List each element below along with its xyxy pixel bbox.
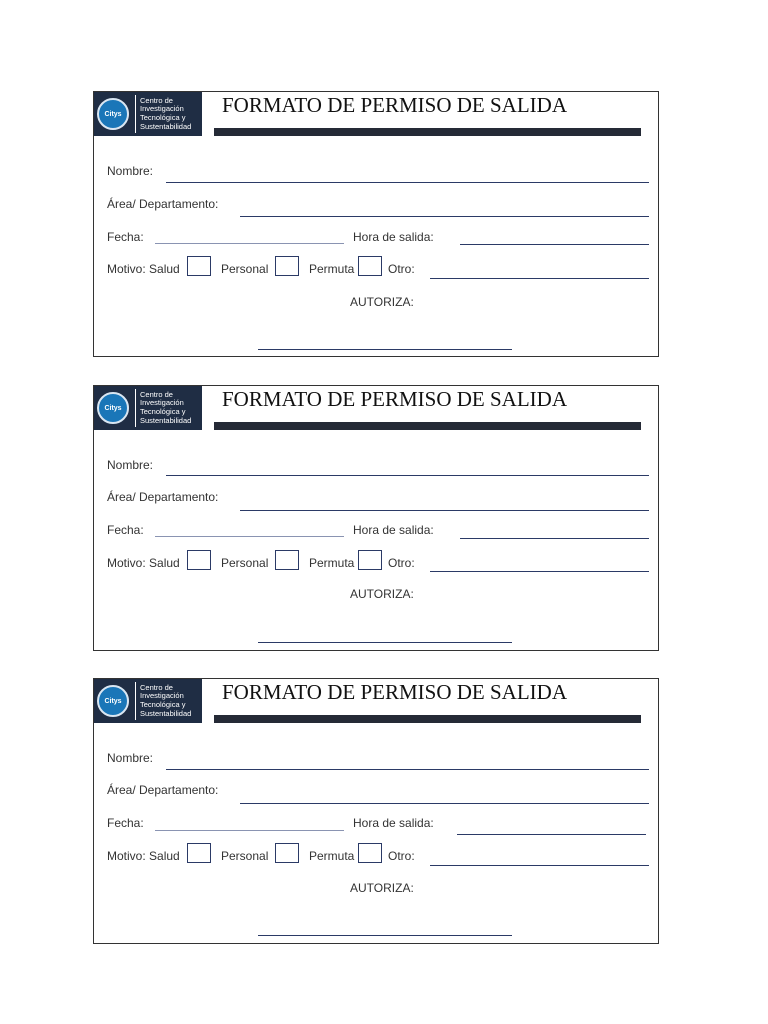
area-field[interactable]: [240, 510, 649, 511]
form-title: FORMATO DE PERMISO DE SALIDA: [222, 680, 567, 704]
nombre-label: Nombre:: [107, 751, 154, 765]
logo-badge-text: Citys: [104, 697, 122, 705]
autoriza-label: AUTORIZA:: [350, 295, 414, 309]
logo-line: Sustentabilidad: [140, 121, 192, 131]
hora-label: Hora de salida:: [353, 523, 434, 537]
logo-badge-text: Citys: [104, 404, 122, 412]
personal-label: Personal: [221, 849, 269, 863]
logo-text: [140, 97, 191, 131]
otro-label: Otro:: [388, 556, 415, 570]
logo-line: Centro de: [140, 389, 173, 399]
hora-label: Hora de salida:: [353, 230, 434, 244]
hora-field[interactable]: [460, 244, 649, 245]
logo-divider: [135, 682, 136, 720]
lightbulb-icon: [97, 392, 129, 424]
otro-label: Otro:: [388, 849, 415, 863]
logo-divider: [135, 389, 136, 427]
personal-label: Personal: [221, 556, 269, 570]
permuta-label: Permuta: [309, 262, 355, 276]
area-label: Área/ Departamento:: [107, 490, 219, 504]
permission-form-1: [93, 91, 659, 357]
otro-field[interactable]: [430, 278, 649, 279]
personal-checkbox[interactable]: [275, 843, 299, 863]
salud-checkbox[interactable]: [187, 550, 211, 570]
logo-line: Centro de: [140, 682, 173, 692]
logo-line: Centro de: [140, 95, 173, 105]
personal-label: Personal: [221, 262, 269, 276]
logo-line: Tecnológica y: [140, 407, 186, 416]
title-underline-bar: [214, 715, 641, 723]
signature-line[interactable]: [258, 349, 512, 350]
permuta-checkbox[interactable]: [358, 256, 382, 276]
permuta-checkbox[interactable]: [358, 550, 382, 570]
signature-line[interactable]: [258, 935, 512, 936]
form-title: FORMATO DE PERMISO DE SALIDA: [222, 93, 567, 117]
logo-badge-text: Citys: [104, 110, 122, 118]
fecha-label: Fecha:: [107, 816, 144, 830]
logo-text: [140, 684, 191, 718]
title-underline-bar: [214, 422, 641, 430]
otro-label: Otro:: [388, 262, 415, 276]
logo-line: Sustentabilidad: [140, 415, 192, 425]
logo-text: [140, 391, 191, 425]
organization-logo: [94, 386, 202, 430]
logo-line: Tecnológica y: [140, 700, 186, 709]
organization-logo: [94, 92, 202, 136]
logo-line: Investigación: [140, 104, 184, 114]
salud-checkbox[interactable]: [187, 256, 211, 276]
logo-line: Tecnológica y: [140, 113, 186, 122]
logo-line: Investigación: [140, 398, 184, 408]
fecha-field[interactable]: [155, 536, 344, 537]
signature-line[interactable]: [258, 642, 512, 643]
hora-label: Hora de salida:: [353, 816, 434, 830]
autoriza-label: AUTORIZA:: [350, 587, 414, 601]
organization-logo: [94, 679, 202, 723]
nombre-label: Nombre:: [107, 164, 154, 178]
logo-divider: [135, 95, 136, 133]
autoriza-label: AUTORIZA:: [350, 881, 414, 895]
hora-field[interactable]: [460, 538, 649, 539]
area-field[interactable]: [240, 216, 649, 217]
title-underline-bar: [214, 128, 641, 136]
area-label: Área/ Departamento:: [107, 197, 219, 211]
area-label: Área/ Departamento:: [107, 783, 219, 797]
lightbulb-icon: [97, 98, 129, 130]
area-field[interactable]: [240, 803, 649, 804]
otro-field[interactable]: [430, 571, 649, 572]
salud-checkbox[interactable]: [187, 843, 211, 863]
nombre-field[interactable]: [166, 769, 649, 770]
fecha-label: Fecha:: [107, 523, 144, 537]
nombre-field[interactable]: [166, 182, 649, 183]
permuta-label: Permuta: [309, 556, 355, 570]
logo-line: Sustentabilidad: [140, 708, 192, 718]
permuta-checkbox[interactable]: [358, 843, 382, 863]
personal-checkbox[interactable]: [275, 256, 299, 276]
permission-form-2: [93, 385, 659, 651]
motivo-salud-label: Motivo: Salud: [107, 849, 180, 863]
personal-checkbox[interactable]: [275, 550, 299, 570]
fecha-label: Fecha:: [107, 230, 144, 244]
permission-form-3: [93, 678, 659, 944]
lightbulb-icon: [97, 685, 129, 717]
permuta-label: Permuta: [309, 849, 355, 863]
motivo-salud-label: Motivo: Salud: [107, 262, 180, 276]
nombre-label: Nombre:: [107, 458, 154, 472]
form-title: FORMATO DE PERMISO DE SALIDA: [222, 387, 567, 411]
motivo-salud-label: Motivo: Salud: [107, 556, 180, 570]
logo-line: Investigación: [140, 691, 184, 701]
fecha-field[interactable]: [155, 830, 344, 831]
otro-field[interactable]: [430, 865, 649, 866]
fecha-field[interactable]: [155, 243, 344, 244]
hora-field[interactable]: [457, 834, 646, 835]
nombre-field[interactable]: [166, 475, 649, 476]
